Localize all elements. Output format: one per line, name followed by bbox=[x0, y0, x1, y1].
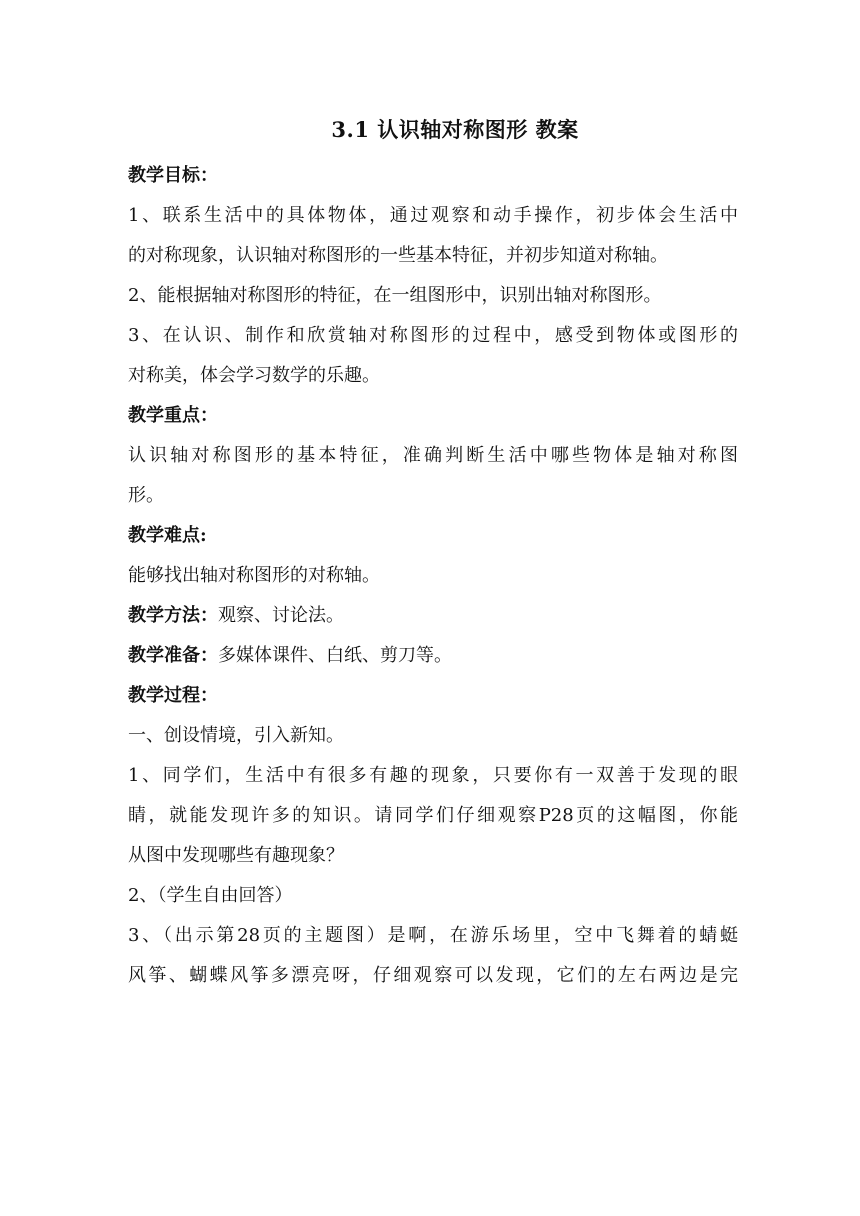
paragraph-line: 3、（出示第28页的主题图）是啊，在游乐场里，空中飞舞着的蜻蜓 bbox=[128, 925, 738, 946]
teaching-method-label: 教学方法： bbox=[128, 605, 218, 626]
paragraph-line: 3、在认识、制作和欣赏轴对称图形的过程中，感受到物体或图形的 bbox=[128, 325, 738, 346]
heading-difficult-points: 教学难点: bbox=[128, 525, 207, 546]
document-title: 3.1 认识轴对称图形 教案 bbox=[331, 117, 579, 142]
paragraph-line: 的对称现象，认识轴对称图形的一些基本特征，并初步知道对称轴。 bbox=[128, 245, 668, 266]
heading-key-points: 教学重点： bbox=[128, 405, 218, 426]
heading-teaching-process: 教学过程： bbox=[128, 685, 218, 706]
paragraph-line: 认识轴对称图形的基本特征，准确判断生活中哪些物体是轴对称图 bbox=[128, 445, 738, 466]
paragraph-line: 从图中发现哪些有趣现象？ bbox=[128, 845, 344, 866]
teaching-preparation-label: 教学准备： bbox=[128, 645, 218, 666]
paragraph-line: 对称美，体会学习数学的乐趣。 bbox=[128, 365, 380, 386]
paragraph-line: 1、联系生活中的具体物体，通过观察和动手操作，初步体会生活中 bbox=[128, 205, 738, 226]
document-body bbox=[128, 156, 738, 996]
heading-teaching-objectives: 教学目标： bbox=[128, 165, 218, 186]
paragraph-line: 能够找出轴对称图形的对称轴。 bbox=[128, 565, 380, 586]
paragraph-line: 睛，就能发现许多的知识。请同学们仔细观察P28页的这幅图，你能 bbox=[128, 805, 738, 826]
paragraph-line: 2、（学生自由回答） bbox=[128, 885, 293, 906]
paragraph-line: 形。 bbox=[128, 485, 164, 506]
section-heading: 一、创设情境，引入新知。 bbox=[128, 725, 344, 746]
paragraph-line: 风筝、蝴蝶风筝多漂亮呀，仔细观察可以发现，它们的左右两边是完 bbox=[128, 965, 738, 986]
paragraph-line: 2、能根据轴对称图形的特征，在一组图形中，识别出轴对称图形。 bbox=[128, 285, 662, 306]
teaching-method-line bbox=[128, 596, 738, 636]
teaching-preparation-value: 多媒体课件、白纸、剪刀等。 bbox=[218, 645, 452, 666]
paragraph-line: 1、同学们，生活中有很多有趣的现象，只要你有一双善于发现的眼 bbox=[128, 765, 738, 786]
teaching-method-value: 观察、讨论法。 bbox=[218, 605, 344, 626]
teaching-preparation-line bbox=[128, 636, 738, 676]
